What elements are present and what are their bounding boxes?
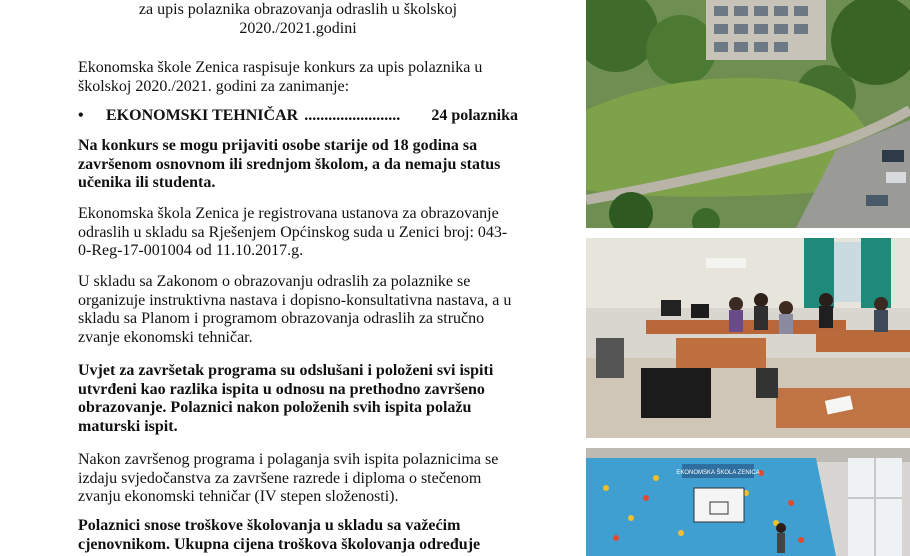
- occupation-bullet: [78, 106, 518, 126]
- eligibility-paragraph: Na konkurs se mogu prijaviti osobe starije od 18 godina sa završenom osnovnom ili srednjom školom, a da nemaju status učenika ili studenta.: [78, 137, 501, 191]
- registration-paragraph: Ekonomska škola Zenica je registrovana ustanova za obrazovanje odraslih u skladu sa Rješenjem Općinskog suda u Zenici broj: 043-0-Reg-17-001004 od 11.10.2017.g.: [78, 205, 508, 259]
- intro-paragraph: Ekonomska škole Zenica raspisuje konkurs za upis polaznika u školskoj 2020./2021. godini za zanimanje:: [78, 59, 483, 95]
- costs-paragraph: Polaznici snose troškove školovanja u skladu sa važećim cjenovnikom. Ukupna cijena troškova školovanja određuje: [78, 517, 481, 553]
- certificates-paragraph: Nakon završenog programa i polaganja svih ispita polaznicima se izdaju svjedočanstva za završene razrede i diploma o stečenom zvanju ekonomski tehničar (IV stepen složenosti).: [78, 451, 499, 505]
- header-line-1: za upis polaznika obrazovanja odraslih u školskoj: [138, 1, 458, 18]
- occupation-count: 24 polaznika: [431, 107, 518, 124]
- gym-photo: [586, 448, 910, 556]
- header-line-2: 2020./2021.godini: [239, 20, 357, 37]
- completion-paragraph: Uvjet za završetak programa su odslušani i položeni svi ispiti utvrđeni kao razlika ispita u odnosu na prethodno završeno obrazovanje. Polaznici nakon položenih svih ispita polažu maturski ispit.: [78, 362, 494, 435]
- bullet-symbol: •: [78, 107, 84, 124]
- instruction-paragraph: U skladu sa Zakonom o obrazovanju odraslih za polaznike se organizuje instruktivna nastava i dopisno-konsultativna nastava, a u skladu sa Planom i programom obrazovanja odraslih za stručno zvanje ekonomski tehničar.: [78, 273, 512, 346]
- occupation-leader-dots: ........................: [304, 107, 401, 124]
- classroom-photo: [586, 238, 910, 438]
- occupation-name: EKONOMSKI TEHNIČAR: [106, 107, 299, 124]
- gym-sign-text: EKONOMSKA ŠKOLA ZENICA: [676, 470, 760, 476]
- school-building-photo: [586, 0, 910, 228]
